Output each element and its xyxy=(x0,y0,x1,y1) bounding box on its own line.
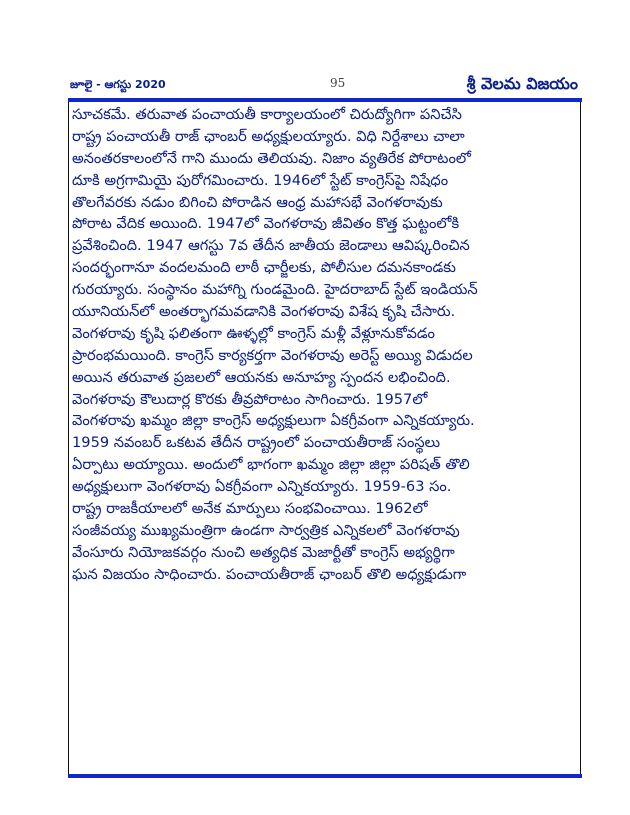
text-line: గురయ్యారు. సంస్థానం మహాగ్ని గుండమైంది. హైదరాబాద్ స్టేట్ ఇండియన్ xyxy=(72,281,478,299)
page-header xyxy=(68,70,580,100)
text-line: సందర్భంగానూ వందలమంది లాఠీ ఛార్జీలకు, పోలీసుల దమనకాండకు xyxy=(72,259,456,277)
text-line: వేంసూరు నియోజకవర్గం నుంచి అత్యధిక మెజార్టీతో కాంగ్రెస్ అభ్యర్థిగా xyxy=(72,543,455,561)
issue-date: జూలై - ఆగస్టు 2020 xyxy=(70,78,166,91)
text-line: ఘన విజయం సాధించారు. పంచాయతీరాజ్ ఛాంబర్ తొలి అధ్యక్షుడుగా xyxy=(72,565,467,583)
text-line: సంజీవయ్య ముఖ్యమంత్రిగా ఉండగా సార్వత్రిక ఎన్నికలలో వెంగళరావు xyxy=(72,521,460,539)
article-body xyxy=(72,104,578,772)
text-line: సూచకమే. తరువాత పంచాయతీ కార్యాలయంలో చిరుద్యోగిగా పనిచేసి xyxy=(72,106,462,123)
footer-rule xyxy=(68,774,582,778)
text-line: రాష్ట్ర పంచాయతీ రాజ్ ఛాంబర్ అధ్యక్షులయ్యారు. విధి నిర్దేశాలు చాలా xyxy=(72,127,465,145)
text-line: ప్రవేశించింది. 1947 ఆగస్టు 7వ తేదీన జాతీయ జెండాలు ఆవిష్కరించిన xyxy=(72,237,470,255)
text-line: రాష్ట్ర రాజకీయాలలో అనేక మార్పులు సంభవించాయి. 1962లో xyxy=(72,500,428,518)
text-line: ఏర్పాటు అయ్యాయి. అందులో భాగంగా ఖమ్మం జిల్లా జిల్లా పరిషత్ తొలి xyxy=(72,456,470,474)
text-line: ప్రారంభమయింది. కాంగ్రెస్ కార్యకర్తగా వెంగళరావు అరెస్ట్ అయ్యి విడుదల xyxy=(72,346,473,364)
text-line: తొలగేవరకు నడుం బిగించి పోరాడిన ఆంధ్ర మహాసభే వెంగళరావుకు xyxy=(72,193,443,211)
text-line: వెంగళరావు కృషి ఫలితంగా ఊళ్ళల్లో కాంగ్రెస్ మళ్లీ వేళ్లూనుకోవడం xyxy=(72,324,435,342)
text-line: అనంతరకాలంలోనే గాని ముందు తెలియవు. నిజాం వ్యతిరేక పోరాటంలో xyxy=(72,149,471,167)
text-line: వెంగళరావు ఖమ్మం జిల్లా కాంగ్రెస్ అధ్యక్షులుగా ఏకగ్రీవంగా ఎన్నికయ్యారు. xyxy=(72,412,475,430)
magazine-title: శ్రీ వెలమ విజయం xyxy=(466,74,578,93)
text-line: వెంగళరావు కౌలుదార్ల కొరకు తీవ్రపోరాటం సాగించారు. 1957లో xyxy=(72,390,428,408)
text-line: పోరాట వేదిక అయింది. 1947లో వెంగళరావు జీవితం కొత్త ఘట్టంలోకి xyxy=(72,215,460,233)
text-line: అయిన తరువాత ప్రజలలో ఆయనకు అనూహ్య స్పందన లభించింది. xyxy=(72,368,451,386)
text-line: 1959 నవంబర్ ఒకటవ తేదీన రాష్ట్రంలో పంచాయతీరాజ్ సంస్థలు xyxy=(72,434,441,452)
text-line: యూనియన్‌లో అంతర్భాగమవడానికి వెంగళరావు విశేష కృషి చేసారు. xyxy=(72,303,456,321)
text-line: దూకి అగ్రగామియై పురోగమించారు. 1946లో స్టేట్ కాంగ్రెస్‌పై నిషేధం xyxy=(72,171,449,189)
text-line: అధ్యక్షులుగా వెంగళరావు ఏకగ్రీవంగా ఎన్నికయ్యారు. 1959-63 సం. xyxy=(72,478,452,496)
page-number: 95 xyxy=(330,76,346,90)
